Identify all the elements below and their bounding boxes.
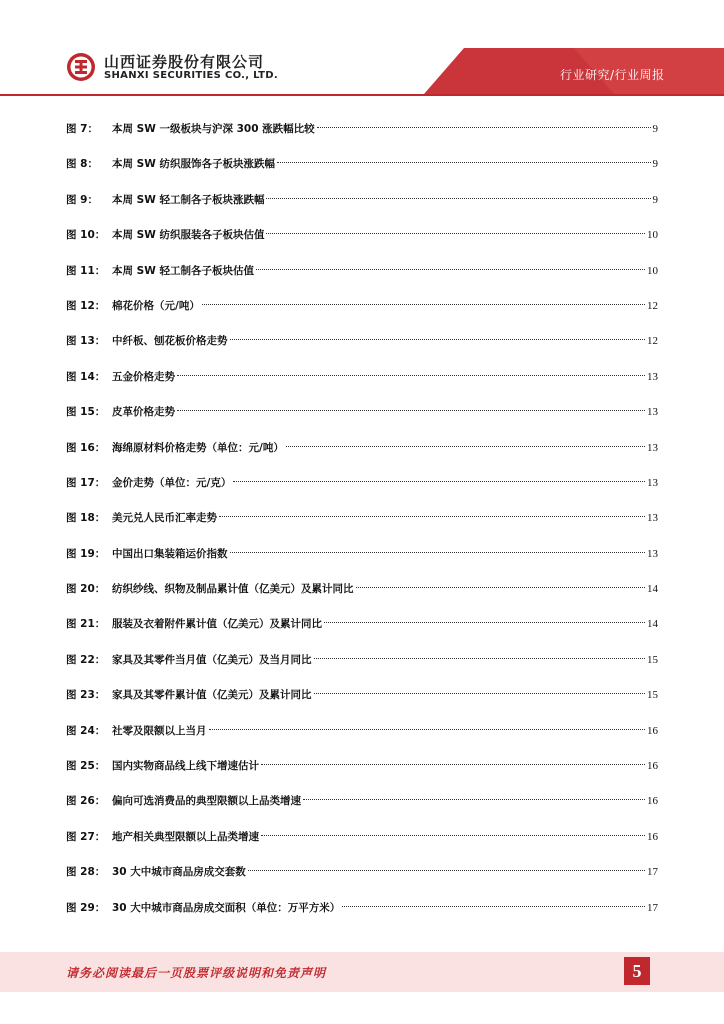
toc-entry[interactable] — [66, 537, 658, 572]
toc-figure-number: 图 9： — [66, 193, 98, 206]
toc-figure-title: 30 大中城市商品房成交面积（单位：万平方米） — [112, 901, 341, 914]
toc-entry[interactable] — [66, 324, 658, 359]
toc-dot-leader — [219, 516, 645, 517]
toc-dot-leader — [303, 799, 645, 800]
toc-figure-number: 图 8： — [66, 158, 98, 171]
toc-figure-title: 中国出口集装箱运价指数 — [112, 547, 228, 560]
toc-figure-number: 图 19： — [66, 547, 106, 560]
toc-page-number: 12 — [647, 335, 658, 348]
toc-page-number: 17 — [647, 866, 658, 879]
toc-figure-title: 偏向可选消费品的典型限额以上品类增速 — [112, 795, 301, 808]
page-number: 5 — [624, 957, 650, 985]
toc-dot-leader — [261, 835, 645, 836]
toc-figure-number: 图 17： — [66, 476, 106, 489]
toc-figure-title: 社零及限额以上当月 — [112, 724, 207, 737]
toc-entry[interactable] — [66, 891, 658, 926]
toc-dot-leader — [233, 481, 645, 482]
toc-figure-number: 图 29： — [66, 901, 106, 914]
toc-figure-number: 图 23： — [66, 689, 106, 702]
toc-figure-number: 图 24： — [66, 724, 106, 737]
toc-dot-leader — [314, 693, 646, 694]
toc-figure-title: 本周 SW 轻工制各子板块估值 — [112, 264, 254, 277]
toc-entry[interactable] — [66, 183, 658, 218]
toc-dot-leader — [314, 658, 646, 659]
toc-figure-title: 皮革价格走势 — [112, 406, 175, 419]
toc-page-number: 13 — [647, 547, 658, 560]
toc-dot-leader — [177, 410, 645, 411]
toc-entry[interactable] — [66, 714, 658, 749]
toc-entry[interactable] — [66, 431, 658, 466]
toc-entry[interactable] — [66, 218, 658, 253]
toc-dot-leader — [230, 552, 646, 553]
toc-page-number: 13 — [647, 512, 658, 525]
toc-entry[interactable] — [66, 501, 658, 536]
toc-figure-title: 本周 SW 一级板块与沪深 300 涨跌幅比较 — [112, 123, 315, 135]
toc-figure-number: 图 7： — [66, 123, 98, 135]
toc-figure-number: 图 15： — [66, 406, 106, 419]
toc-dot-leader — [356, 587, 646, 588]
toc-entry[interactable] — [66, 360, 658, 395]
toc-dot-leader — [261, 764, 645, 765]
toc-dot-leader — [209, 729, 646, 730]
toc-entry[interactable] — [66, 572, 658, 607]
company-logo-icon — [66, 52, 96, 82]
toc-dot-leader — [317, 127, 651, 128]
toc-entry[interactable] — [66, 112, 658, 147]
toc-dot-leader — [286, 446, 645, 447]
toc-figure-title: 金价走势（单位：元/克） — [112, 476, 232, 489]
toc-dot-leader — [248, 870, 645, 871]
toc-entry[interactable] — [66, 784, 658, 819]
toc-dot-leader — [342, 906, 645, 907]
toc-page-number: 9 — [652, 158, 658, 171]
company-name-cn: 山西证券股份有限公司 — [104, 53, 265, 71]
toc-page-number: 9 — [652, 193, 658, 206]
toc-page-number: 13 — [647, 476, 658, 489]
toc-entry[interactable] — [66, 395, 658, 430]
toc-dot-leader — [266, 233, 645, 234]
toc-figure-number: 图 21： — [66, 618, 106, 631]
figure-index-list — [66, 112, 658, 926]
toc-page-number: 10 — [647, 229, 658, 242]
toc-page-number: 16 — [647, 724, 658, 737]
toc-entry[interactable] — [66, 643, 658, 678]
toc-entry[interactable] — [66, 678, 658, 713]
toc-page-number: 16 — [647, 830, 658, 843]
toc-page-number: 16 — [647, 760, 658, 773]
report-type-label: 行业研究/行业周报 — [560, 68, 665, 82]
toc-entry[interactable] — [66, 855, 658, 890]
toc-dot-leader — [266, 198, 650, 199]
toc-figure-number: 图 22： — [66, 653, 106, 666]
toc-dot-leader — [256, 269, 645, 270]
toc-figure-title: 棉花价格（元/吨） — [112, 299, 200, 312]
toc-entry[interactable] — [66, 749, 658, 784]
toc-figure-number: 图 18： — [66, 512, 106, 525]
toc-entry[interactable] — [66, 607, 658, 642]
toc-page-number: 13 — [647, 406, 658, 419]
toc-figure-title: 海绵原材料价格走势（单位：元/吨） — [112, 441, 284, 454]
toc-page-number: 15 — [647, 653, 658, 666]
toc-figure-title: 本周 SW 纺织服装各子板块估值 — [112, 229, 265, 242]
toc-figure-number: 图 26： — [66, 795, 106, 808]
toc-figure-title: 服装及衣着附件累计值（亿美元）及累计同比 — [112, 618, 322, 631]
toc-page-number: 14 — [647, 618, 658, 631]
company-name-en: SHANXI SECURITIES CO., LTD. — [104, 70, 278, 81]
toc-figure-number: 图 16： — [66, 441, 106, 454]
toc-figure-title: 本周 SW 纺织服饰各子板块涨跌幅 — [112, 158, 275, 171]
toc-entry[interactable] — [66, 289, 658, 324]
toc-figure-number: 图 20： — [66, 583, 106, 596]
toc-entry[interactable] — [66, 466, 658, 501]
toc-dot-leader — [177, 375, 645, 376]
toc-figure-number: 图 28： — [66, 866, 106, 879]
toc-figure-number: 图 12： — [66, 299, 106, 312]
toc-entry[interactable] — [66, 254, 658, 289]
toc-figure-number: 图 11： — [66, 264, 106, 277]
toc-figure-number: 图 14： — [66, 370, 106, 383]
toc-figure-title: 30 大中城市商品房成交套数 — [112, 866, 246, 879]
toc-page-number: 14 — [647, 583, 658, 596]
toc-figure-number: 图 25： — [66, 760, 106, 773]
toc-dot-leader — [202, 304, 645, 305]
toc-page-number: 12 — [647, 299, 658, 312]
toc-page-number: 13 — [647, 441, 658, 454]
toc-figure-number: 图 10： — [66, 229, 106, 242]
toc-dot-leader — [324, 622, 645, 623]
toc-figure-title: 国内实物商品线上线下增速估计 — [112, 760, 259, 773]
toc-page-number: 13 — [647, 370, 658, 383]
toc-figure-number: 图 27： — [66, 830, 106, 843]
toc-figure-number: 图 13： — [66, 335, 106, 348]
toc-figure-title: 本周 SW 轻工制各子板块涨跌幅 — [112, 193, 265, 206]
page-header — [0, 0, 724, 100]
toc-figure-title: 美元兑人民币汇率走势 — [112, 512, 217, 525]
toc-figure-title: 家具及其零件累计值（亿美元）及累计同比 — [112, 689, 312, 702]
toc-page-number: 15 — [647, 689, 658, 702]
toc-entry[interactable] — [66, 147, 658, 182]
toc-figure-title: 五金价格走势 — [112, 370, 175, 383]
toc-figure-title: 纺织纱线、织物及制品累计值（亿美元）及累计同比 — [112, 583, 354, 596]
disclaimer-text: 请务必阅读最后一页股票评级说明和免责声明 — [66, 966, 327, 980]
toc-entry[interactable] — [66, 820, 658, 855]
header-divider — [0, 94, 724, 96]
toc-figure-title: 地产相关典型限额以上品类增速 — [112, 830, 259, 843]
toc-page-number: 9 — [652, 123, 658, 135]
toc-figure-title: 中纤板、刨花板价格走势 — [112, 335, 228, 348]
toc-page-number: 16 — [647, 795, 658, 808]
toc-dot-leader — [230, 339, 646, 340]
toc-page-number: 17 — [647, 901, 658, 914]
toc-page-number: 10 — [647, 264, 658, 277]
toc-figure-title: 家具及其零件当月值（亿美元）及当月同比 — [112, 653, 312, 666]
toc-dot-leader — [277, 162, 651, 163]
